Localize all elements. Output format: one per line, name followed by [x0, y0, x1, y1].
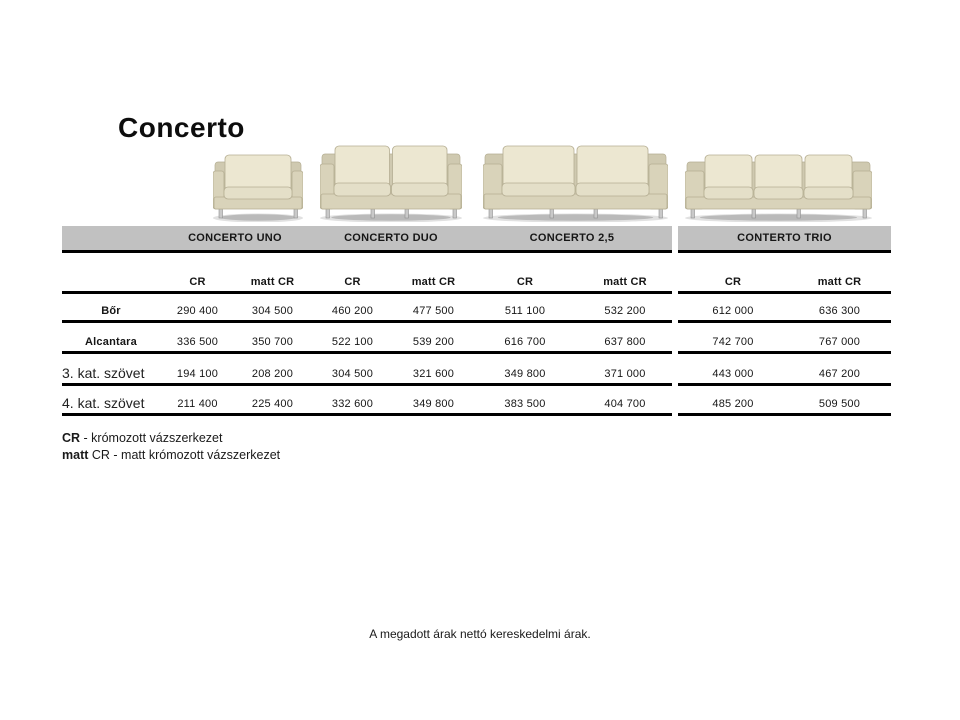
finish-header: CR: [344, 276, 361, 288]
sofa-image-concerto-2-5: [483, 143, 668, 222]
finish-header-spacer: [62, 288, 160, 291]
table-group-left: [62, 226, 672, 416]
price-cell: 225 400: [251, 398, 294, 410]
price-cell: 467 200: [818, 368, 861, 380]
price-cell: 612 000: [712, 305, 754, 317]
finish-header: CR: [724, 276, 742, 288]
sofa-illustration: [213, 152, 303, 222]
model-header-conterto-trio: CONTERTO TRIO: [737, 232, 832, 244]
sofa-image-concerto-uno: [213, 152, 303, 222]
table-row-3-kat-szovet: [678, 354, 891, 386]
page-title: Concerto: [118, 112, 245, 143]
price-cell: 522 100: [331, 336, 374, 348]
price-cell: 477 500: [412, 305, 455, 317]
price-cell: 742 700: [712, 336, 754, 348]
price-cell: 336 500: [176, 336, 219, 348]
table-row-bor: [62, 294, 672, 323]
legend-rest-matt: CR - matt krómozott vázszerkezet: [88, 448, 281, 462]
finish-header-row: [678, 253, 891, 294]
table-row-alcantara: [62, 323, 672, 354]
finish-header: matt CR: [411, 276, 456, 288]
table-group-right: [678, 226, 891, 416]
model-header-row: [678, 226, 891, 253]
model-header-row: [62, 226, 672, 253]
finish-header: CR: [516, 276, 534, 288]
price-cell: 332 600: [331, 398, 374, 410]
price-cell: 509 500: [818, 398, 861, 410]
price-cell: 539 200: [412, 336, 455, 348]
model-header-concerto-2-5: CONCERTO 2,5: [529, 232, 615, 244]
finish-header: matt CR: [603, 276, 647, 288]
sofa-image-conterto-trio: [685, 152, 872, 222]
finish-header: matt CR: [817, 276, 862, 288]
legend-rest-cr: - krómozott vázszerkezet: [80, 431, 223, 445]
row-label-bor: Bőr: [101, 305, 121, 317]
price-cell: 290 400: [176, 305, 219, 317]
price-cell: 383 500: [504, 398, 546, 410]
legend-line-cr: [62, 430, 280, 447]
footer-note: A megadott árak nettó kereskedelmi árak.: [369, 627, 591, 641]
price-cell: 511 100: [504, 305, 546, 317]
sofa-illustration: [483, 143, 668, 222]
legend-lead-cr: CR: [62, 431, 81, 445]
price-cell: 637 800: [604, 336, 646, 348]
row-label-4-kat-szovet: 4. kat. szövet: [62, 395, 145, 411]
sofa-illustration: [685, 152, 872, 222]
legend-line-matt-cr: [62, 447, 280, 464]
price-cell: 767 000: [818, 336, 861, 348]
price-cell: 485 200: [712, 398, 754, 410]
row-label-3-kat-szovet: 3. kat. szövet: [62, 365, 145, 381]
price-cell: 349 800: [412, 398, 455, 410]
table-row-4-kat-szovet: [62, 386, 672, 416]
price-cell: 460 200: [331, 305, 374, 317]
table-row-4-kat-szovet: [678, 386, 891, 416]
price-cell: 350 700: [251, 336, 294, 348]
price-cell: 616 700: [504, 336, 546, 348]
model-header-concerto-duo: CONCERTO DUO: [344, 232, 438, 244]
price-cell: 443 000: [712, 368, 754, 380]
table-row-3-kat-szovet: [62, 354, 672, 386]
row-label-alcantara: Alcantara: [85, 336, 137, 348]
price-cell: 304 500: [331, 368, 374, 380]
sofa-illustration: [320, 143, 462, 222]
table-row-alcantara: [678, 323, 891, 354]
price-cell: 636 300: [818, 305, 861, 317]
finish-header: matt CR: [250, 276, 295, 288]
price-cell: 349 800: [504, 368, 546, 380]
price-cell: 211 400: [177, 398, 218, 410]
sofa-image-concerto-duo: [320, 143, 462, 222]
price-cell: 532 200: [604, 305, 646, 317]
price-cell: 208 200: [251, 368, 294, 380]
price-cell: 371 000: [604, 368, 646, 380]
table-row-bor: [678, 294, 891, 323]
price-cell: 194 100: [176, 368, 219, 380]
finish-header: CR: [189, 276, 206, 288]
model-header-concerto-uno: CONCERTO UNO: [188, 232, 282, 244]
price-cell: 321 600: [412, 368, 455, 380]
price-cell: 404 700: [604, 398, 646, 410]
finish-header-row: [62, 253, 672, 294]
legend-lead-matt: matt: [62, 448, 89, 462]
price-table: [62, 226, 891, 416]
legend: [62, 430, 280, 464]
price-cell: 304 500: [251, 305, 294, 317]
